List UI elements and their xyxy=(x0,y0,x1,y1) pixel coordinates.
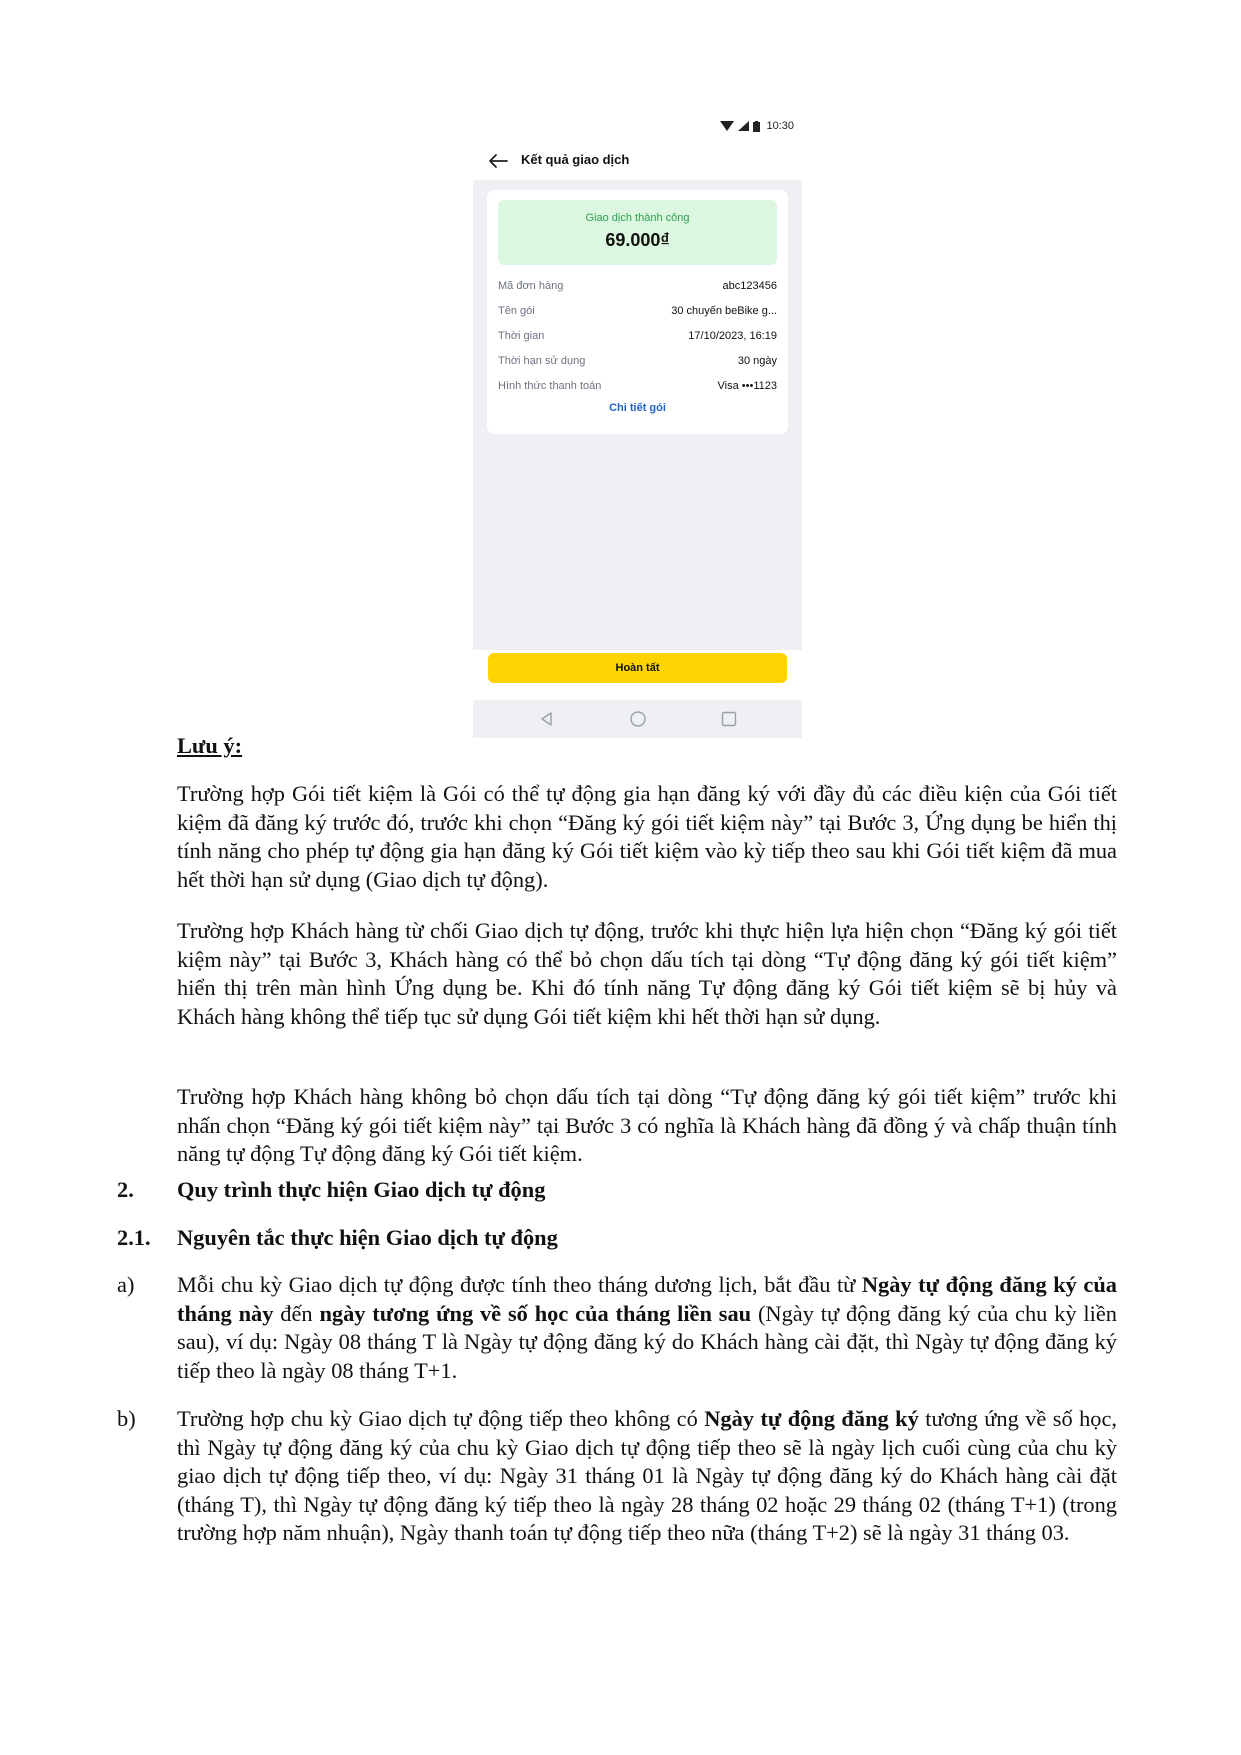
signal-icon xyxy=(738,121,749,131)
text-run: Mỗi chu kỳ Giao dịch tự động được tính theo tháng dương lịch, bắt đầu từ xyxy=(177,1272,862,1297)
page-title: Kết quả giao dịch xyxy=(521,152,630,167)
screen-body xyxy=(473,180,802,650)
nav-recents-icon[interactable] xyxy=(719,709,739,729)
list-item-a xyxy=(177,1271,1117,1385)
done-button[interactable]: Hoàn tất xyxy=(488,653,787,683)
info-value: 30 chuyến beBike g... xyxy=(671,305,777,317)
bold-run: ngày tương ứng về số học của tháng liền sau xyxy=(319,1300,752,1326)
text-run: đến xyxy=(273,1300,320,1326)
info-value: Visa •••1123 xyxy=(717,380,777,392)
app-bar xyxy=(473,142,802,180)
text-run: tương ứng về số học, thì Ngày tự động đăng ký của chu kỳ Giao dịch tự động tiếp theo sẽ là ngày lịch cuối cùng của chu kỳ giao dịch tự động tiếp theo, ví dụ: Ngày 31 tháng 01 là Ngày tự động đăng ký do Khách hàng cài đặt (tháng T), thì Ngày tự động đăng ký tiếp theo là ngày 28 tháng 02 hoặc 29 tháng 02 (tháng T+1) (trong trường hợp năm nhuận), Ngày thanh toán tự động tiếp theo nữa (tháng T+2) sẽ là ngày 31 tháng 03. xyxy=(177,1406,1118,1546)
info-value: 17/10/2023, 16:19 xyxy=(688,330,777,342)
info-row-validity xyxy=(498,355,777,371)
info-label: Thời gian xyxy=(498,330,545,342)
section-number: 2. xyxy=(117,1177,134,1202)
info-row-package-name xyxy=(498,305,777,321)
status-bar xyxy=(473,112,802,142)
note-paragraph-3: Trường hợp Khách hàng không bỏ chọn dấu tích tại dòng “Tự động đăng ký gói tiết kiệm” trước khi nhấn chọn “Đăng ký gói tiết kiệm này” tại Bước 3 có nghĩa là Khách hàng đã đồng ý và chấp thuận tính năng tự động Tự động đăng ký Gói tiết kiệm. xyxy=(177,1084,1117,1167)
nav-back-icon[interactable] xyxy=(537,709,557,729)
amount-value: 69.000₫ xyxy=(605,230,670,250)
info-value: abc123456 xyxy=(722,280,777,292)
bold-run: Ngày tự động đăng ký của tháng này xyxy=(177,1272,1117,1326)
note-paragraph-2: Trường hợp Khách hàng từ chối Giao dịch tự động, trước khi thực hiện lựa hiện chọn “Đăng ký gói tiết kiệm này” tại Bước 3, Khách hàng có thể bỏ chọn dấu tích tại dòng “Tự động đăng ký gói tiết kiệm” hiển thị trên màn hình Ứng dụng be. Khi đó tính năng Tự động đăng ký Gói tiết kiệm sẽ bị hủy và Khách hàng không thể tiếp tục sử dụng Gói tiết kiệm khi hết thời hạn sử dụng. xyxy=(177,918,1117,1029)
nav-home-icon[interactable] xyxy=(628,709,648,729)
section-title: Quy trình thực hiện Giao dịch tự động xyxy=(177,1177,546,1202)
android-nav-bar xyxy=(473,700,802,738)
info-label: Hình thức thanh toán xyxy=(498,380,602,392)
text-run: (Ngày tự động đăng ký của chu kỳ liền sau), ví dụ: Ngày 08 tháng T là Ngày tự động đăng ký do Khách hàng cài đặt, thì Ngày tự động đăng ký tiếp theo là ngày 08 tháng T+1. xyxy=(177,1300,1117,1383)
info-label: Thời hạn sử dụng xyxy=(498,355,586,367)
battery-icon xyxy=(753,121,760,132)
bottom-action-area xyxy=(473,650,802,695)
list-marker-b: b) xyxy=(117,1406,136,1431)
info-value: 30 ngày xyxy=(737,355,777,367)
info-label: Tên gói xyxy=(498,305,535,317)
section-heading-2 xyxy=(117,1177,545,1203)
section-title: Nguyên tắc thực hiện Giao dịch tự động xyxy=(177,1225,558,1250)
info-row-order-id xyxy=(498,280,777,296)
success-label: Giao dịch thành công xyxy=(585,212,690,224)
note-paragraph-1: Trường hợp Gói tiết kiệm là Gói có thể tự động gia hạn đăng ký với đầy đủ các điều kiện của Gói tiết kiệm đã đăng ký trước đó, trước khi chọn “Đăng ký gói tiết kiệm này” tại Bước 3, Ứng dụng be hiển thị tính năng cho phép tự động gia hạn đăng ký Gói tiết kiệm vào kỳ tiếp theo sau khi Gói tiết kiệm đã mua hết thời hạn sử dụng (Giao dịch tự động). xyxy=(177,781,1117,892)
list-marker-a: a) xyxy=(117,1272,135,1297)
bold-run: Ngày tự động đăng ký xyxy=(704,1406,919,1431)
info-label: Mã đơn hàng xyxy=(498,280,564,292)
section-number: 2.1. xyxy=(117,1225,151,1250)
phone-screenshot xyxy=(473,112,802,738)
section-heading-2-1 xyxy=(117,1225,558,1251)
text-run: Trường hợp chu kỳ Giao dịch tự động tiếp theo không có xyxy=(177,1406,705,1431)
transaction-card xyxy=(487,190,788,434)
status-time: 10:30 xyxy=(766,120,794,132)
wifi-icon xyxy=(720,121,734,131)
list-item-b xyxy=(177,1405,1117,1548)
info-row-payment-method xyxy=(498,380,777,396)
back-arrow-icon[interactable] xyxy=(487,151,509,171)
package-detail-link[interactable]: Chi tiết gói xyxy=(609,402,666,414)
note-heading: Lưu ý: xyxy=(177,733,243,758)
info-row-time xyxy=(498,330,777,346)
success-banner xyxy=(498,200,777,265)
